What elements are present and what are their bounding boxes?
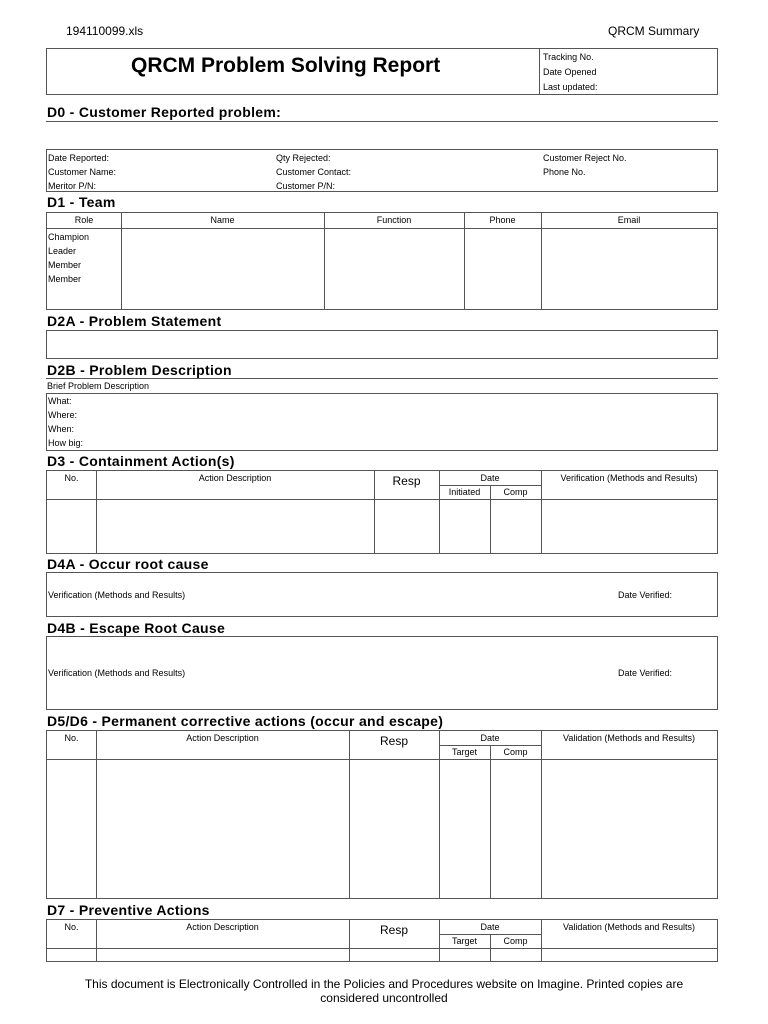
report-title: QRCM Problem Solving Report — [131, 54, 441, 77]
file-name: 194110099.xls — [66, 24, 144, 38]
d4b-date-verified-label: Date Verified: — [618, 668, 673, 678]
d2a-heading: D2A - Problem Statement — [47, 313, 222, 329]
d2b-lines — [48, 394, 83, 450]
role-member-1: Member — [48, 260, 82, 270]
d4a-box — [46, 572, 718, 617]
d0-customer-box — [46, 149, 718, 192]
what-label: What: — [48, 396, 72, 406]
date-reported-label: Date Reported: — [48, 153, 110, 163]
d56-header-action: Action Description — [186, 733, 259, 743]
d0-col-1 — [48, 151, 116, 193]
d0-col-2 — [276, 151, 351, 193]
meritor-pn-label: Meritor P/N: — [48, 181, 97, 191]
d56-header-comp: Comp — [503, 747, 528, 757]
qty-rejected-label: Qty Rejected: — [276, 153, 331, 163]
customer-contact-label: Customer Contact: — [276, 167, 352, 177]
d7-header-validation: Validation (Methods and Results) — [563, 922, 695, 932]
d3-header-action: Action Description — [198, 473, 272, 483]
d2b-description-box — [46, 393, 718, 451]
when-label: When: — [48, 424, 75, 434]
d7-header-no: No. — [64, 922, 79, 932]
d7-preventive-table — [46, 919, 718, 962]
d3-header-no: No. — [64, 473, 79, 483]
d4a-date-verified-label: Date Verified: — [618, 590, 673, 600]
d3-containment-table — [46, 470, 718, 554]
team-header-function: Function — [376, 215, 412, 225]
d56-header-target: Target — [451, 747, 477, 757]
role-member-2: Member — [48, 274, 82, 284]
d2a-problem-statement-box — [46, 330, 718, 359]
d7-header-comp: Comp — [503, 936, 528, 946]
where-label: Where: — [48, 410, 78, 420]
d7-header-action: Action Description — [186, 922, 259, 932]
how-big-label: How big: — [48, 438, 84, 448]
role-champion: Champion — [48, 232, 90, 242]
team-header-phone: Phone — [489, 215, 516, 225]
d4b-verification-label: Verification (Methods and Results) — [48, 668, 186, 678]
d56-header-no: No. — [64, 733, 79, 743]
d3-header-initiated: Initiated — [448, 487, 481, 497]
phone-no-label: Phone No. — [543, 167, 586, 177]
d1-team-table — [46, 212, 718, 310]
sheet-name: QRCM Summary — [608, 24, 700, 38]
customer-reject-no-label: Customer Reject No. — [543, 153, 627, 163]
d56-corrective-table — [46, 730, 718, 899]
d4a-verification-label: Verification (Methods and Results) — [48, 590, 186, 600]
d3-header-resp: Resp — [392, 474, 421, 488]
team-roles — [48, 230, 89, 286]
customer-pn-label: Customer P/N: — [276, 181, 336, 191]
team-header-name: Name — [210, 215, 235, 225]
team-header-email: Email — [617, 215, 641, 225]
d0-heading: D0 - Customer Reported problem: — [47, 104, 282, 120]
title-block — [46, 48, 718, 95]
d4b-heading: D4B - Escape Root Cause — [47, 620, 226, 636]
d7-header-date: Date — [480, 922, 500, 932]
d56-heading: D5/D6 - Permanent corrective actions (occur and escape) — [47, 713, 444, 729]
d4b-box — [46, 636, 718, 710]
d3-header-date: Date — [480, 473, 500, 483]
customer-name-label: Customer Name: — [48, 167, 117, 177]
team-header-role: Role — [74, 215, 94, 225]
d7-heading: D7 - Preventive Actions — [47, 902, 210, 918]
d56-header-resp: Resp — [379, 734, 408, 748]
d2b-heading: D2B - Problem Description — [47, 362, 232, 378]
d1-heading: D1 - Team — [47, 194, 116, 210]
d0-col-3 — [543, 151, 627, 179]
date-opened-label: Date Opened — [543, 67, 597, 77]
d7-header-resp: Resp — [379, 923, 408, 937]
role-leader: Leader — [48, 246, 77, 256]
tracking-fields — [543, 50, 598, 95]
d0-rule — [46, 121, 718, 122]
d3-heading: D3 - Containment Action(s) — [47, 453, 235, 469]
tracking-no-label: Tracking No. — [543, 52, 594, 62]
d3-header-comp: Comp — [503, 487, 528, 497]
brief-problem-label: Brief Problem Description — [47, 381, 150, 391]
footer-disclaimer: This document is Electronically Controlled in the Policies and Procedures website on Imagine. Printed copies are considered uncontrolled — [84, 977, 684, 1005]
d3-header-verification: Verification (Methods and Results) — [560, 473, 698, 483]
d4a-heading: D4A - Occur root cause — [47, 556, 209, 572]
last-updated-label: Last updated: — [543, 82, 598, 92]
d56-header-date: Date — [480, 733, 500, 743]
d7-header-target: Target — [451, 936, 477, 946]
d56-header-validation: Validation (Methods and Results) — [563, 733, 695, 743]
